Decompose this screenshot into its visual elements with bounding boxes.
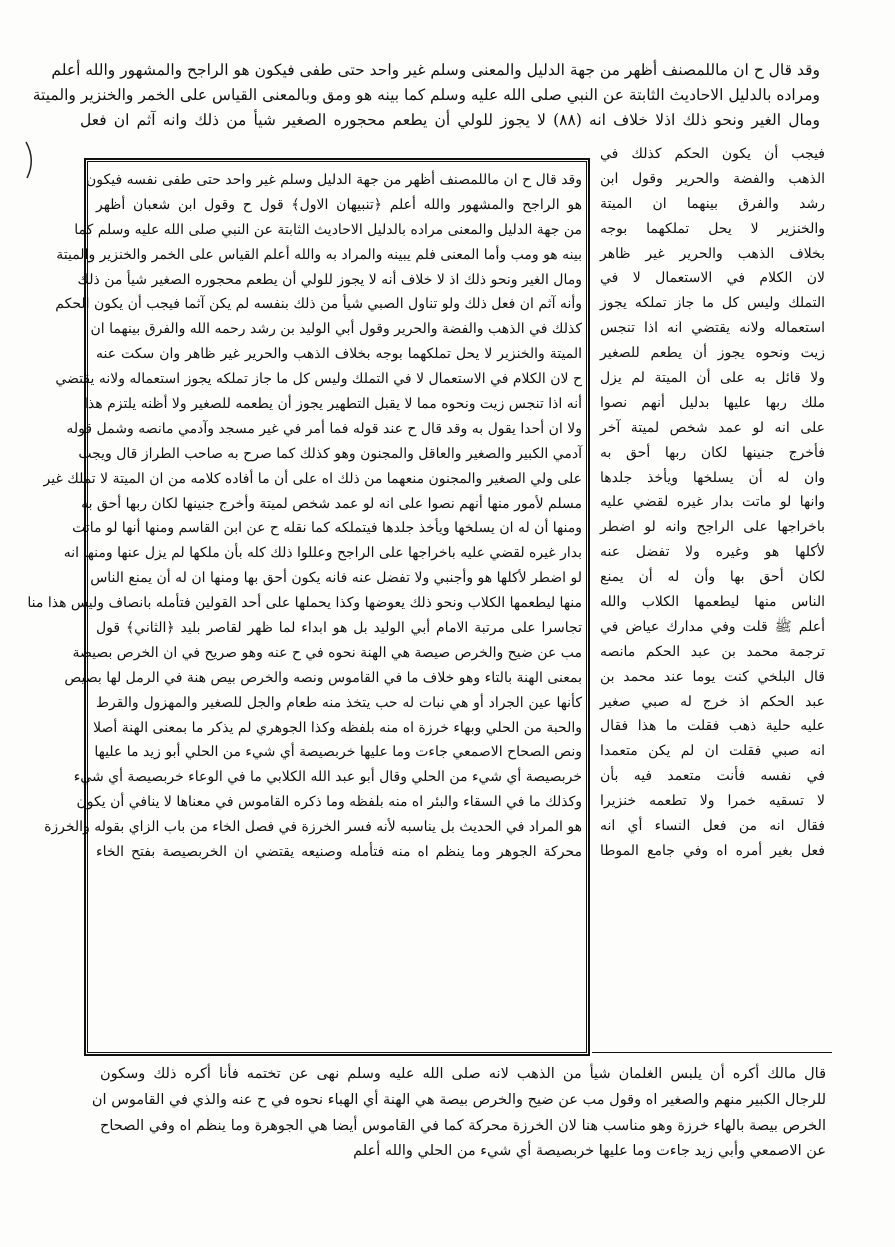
margin-line: الناس منها ليطعمها الكلاب والله [600, 594, 825, 611]
main-line: لو اضطر لأكلها هو وأجنبي ولا تفضل عنه فانه يكون أحق بها ومنها ان له أن يمنع الناس [90, 570, 582, 587]
margin-line: لا تسقيه خمرا ولا تطعمه خنزيرا [600, 793, 825, 810]
margin-line: الذهب والفضة والحرير وقول ابن [600, 170, 825, 187]
main-line: هو الراجح والمشهور والله أعلم ﴿تنبيهان الاول﴾ قول ح وقول ابن شعبان أظهر [96, 196, 582, 213]
bottom-line: الخرص بيصة بالهاء خرزة وهو مناسب هنا لان الخرزة محركة كما في القاموس أيضا هي الجوهرة وما ينظم اه وفي الصحاح [100, 1117, 826, 1134]
margin-line: انه صبي فقلت ان لم يكن متعمدا [600, 743, 825, 760]
top-line: ومراده بالدليل الاحاديث الثابتة عن النبي صلى الله عليه وسلم كما بينه هو ومق وبالمعنى القياس على الخمر والخنزير والميتة [32, 86, 820, 104]
main-line: ولا ان أحدا يقول به وقد قال ح عند قوله فما أمر في غير مسجد وآدمي مانصه وشمل قوله [66, 420, 582, 437]
margin-line: قال البلخي كنت يوما عند محمد بن [600, 668, 825, 685]
main-line: كأنها عين الجراد أو هي نبات له حب يتخذ منه طعام والجل للصغير والمهزول والقرط [96, 694, 582, 711]
margin-bottom-rule [592, 1052, 832, 1053]
margin-line: على انه لو عمد شخص لميتة آخر [600, 419, 825, 436]
main-line: كذلك في الذهب والفضة والحرير وقول أبي الوليد بن رشد رحمه الله والفرق بينهما ان [90, 321, 582, 338]
main-line: وكذلك ما في السقاء والبئر اه منه بلفظه وما ذكره القاموس في معناها لا ينافي أن يكون [76, 794, 582, 811]
main-line: والحبة من الحلي وبهاء خرزة اه منه بلفظه وكذا الجوهري لم يذكر ما بمعنى الهنة أصلا [93, 719, 582, 736]
main-line: ونص الصحاح الاصمعي جاءت وما عليها خربصيصة أي شيء من الحلي أبو زيد ما عليها [94, 744, 582, 761]
top-line: وقد قال ح ان ماللمصنف أظهر من جهة الدليل والمعنى وسلم غير واحد حتى طفى فيكون هو الراجح والمشهور والله أعلم [51, 61, 820, 79]
margin-line: فعل بغير أمره اه وفي جامع الموطا [600, 842, 825, 859]
margin-line: لأكلها هو وغيره ولا تفضل عنه [600, 544, 825, 561]
main-line: وقد قال ح ان ماللمصنف أظهر من جهة الدليل وسلم غير واحد حتى طفى نفسه فيكون [85, 172, 582, 188]
margin-line: بخلاف الذهب والحرير غير ظاهر [600, 245, 825, 262]
margin-line: فقال انه من فعل النساء أي انه [600, 818, 825, 835]
margin-line: زيت ونحوه يجوز أن يطعم للصغير [600, 345, 825, 362]
main-line: منها ليطعمها الكلاب ونحو ذلك يعوضها وكذا يحملها على أحد القولين فتأمله بانصاف وليس هذا منا [27, 595, 582, 612]
main-line: ومال الغير ونحو ذلك اذ لا خلاف أنه لا يجوز للولي أن يطعم محجوره الصغير شيأ من ذلك [77, 271, 582, 288]
margin-line: التملك وليس كل ما جاز تملكه يجوز [600, 295, 825, 312]
margin-line: وان له أن يسلخها ويأخذ جلدها [600, 469, 825, 486]
top-text-block [32, 58, 821, 133]
main-line: ح لان الكلام في الاستعمال لا في التملك وليس كل ما جاز تملكه يجوز استعماله ولانه يقتضي [55, 371, 582, 388]
margin-line: لكان أحق بها وأن له أن يمنع [600, 569, 825, 586]
bottom-text-block [91, 1062, 826, 1165]
main-line: الميتة والخنزير لا يحل تملكهما بوجه بخلاف الذهب والحرير غير ظاهر وان سكت عنه [96, 346, 582, 363]
margin-line: أعلم ﷺ قلت وفي مدارك عياض في [600, 618, 825, 635]
bottom-line: عن الاصمعي وأبي زيد جاءت وما عليها خربصيصة أي شيء من الحلي والله أعلم [353, 1143, 826, 1160]
main-line: خربصيصة أي شيء من الحلي وقال أبو عبد الله الكلابي ما في الوعاء خربصيصة أي شيء [73, 769, 582, 786]
margin-line: فيجب أن يكون الحكم كذلك في [600, 146, 825, 162]
top-line: ومال الغير ونحو ذلك اذلا خلاف انه (٨٨) لا يجوز للولي أن يطعم محجوره الصغير شيأ من ذلك وانه آثم ان فعل [80, 111, 821, 129]
main-line: تجاسرا على مرتبة الامام أبي الوليد بل هو ابداء لما ظهر لقاصر بليد ﴿الثاني﴾ قول [96, 620, 582, 637]
main-line: بينه هو ومب وأما المعنى فلم يبينه والمراد به والله أعلم القياس على الخمر والخنزير والميتة [56, 246, 582, 263]
margin-bracket-mark [24, 140, 38, 180]
margin-line: والخنزير لا يحل تملكهما بوجه [600, 220, 825, 237]
main-line: ومنها أن له ان يسلخها ويأخذ جلدها فيتملكه كما نقله ح عن ابن القاسم ومنها أنها لو ماتت [72, 520, 582, 537]
margin-line: رشد والفرق بينهما ان الميتة [600, 195, 825, 212]
margin-line: ملك ربها عليها بدليل أنهم نصوا [600, 394, 825, 411]
bottom-line: قال مالك أكره أن يلبس الغلمان شيأ من الذهب لانه صلى الله عليه وسلم نهى عن تختمه فأنا أكره ذلك وسكون [100, 1066, 826, 1082]
margin-line: لان الكلام في الاستعمال لا في [600, 270, 825, 287]
margin-line: عليه حلية ذهب فقلت ما هذا فقال [600, 718, 825, 735]
margin-commentary-column [600, 142, 825, 864]
main-line: بمعنى الهنة بالتاء وهو خلاف ما في القاموس ونصه والخرص بيص هنة في الرمل لها بصيص [64, 669, 582, 686]
bottom-line: للرجال الكبير منهم والصغير اه وقول مب عن ضيح والخرص بيصة هي الهنة أي الهباء نحوه في ح عنه والذي في القاموس ان [91, 1091, 826, 1108]
margin-line: استعماله ولانه يقتضي انه اذا تنجس [600, 320, 825, 337]
main-line: بدار غيره لقضي عليه باخراجها على الراجح وعللوا ذلك كله بأن ملكها لم يزل عنها ومنها انه [63, 545, 582, 562]
margin-line: ترجمة محمد بن عبد الحكم مانصه [600, 643, 825, 660]
main-text-block [27, 168, 582, 865]
margin-line: وانها لو ماتت بدار غيره لقضي عليه [600, 494, 825, 511]
main-line: محركة الجوهر وما ينظم اه منه فتأمله وصنيعه يقتضي ان الخربصيصة بفتح الخاء [96, 844, 582, 861]
main-line: وأنه آثم ان فعل ذلك ولو تناول الصبي شيأ من ذلك بنفسه لم يكن آثما فيجب أن يكون الحكم [55, 296, 582, 313]
margin-line: باخراجها على الراجح وانه لو اضطر [600, 519, 825, 536]
main-line: هو المراد في الحديث بل يناسبه لأنه فسر الخرزة في فصل الخاء من باب الزاي بقوله والخرزة [44, 819, 582, 836]
margin-line: فأخرج جنينها لكان ربها أحق به [600, 444, 825, 461]
main-line: مسلم لأمور منها أنهم نصوا على انه لو عمد شخص لميتة وأخرج جنينها لكان ربها أحق به [81, 495, 582, 512]
main-line: من جهة الدليل والمعنى مراده بالدليل الاحاديث الثابتة عن النبي صلى الله عليه وسلم كما [74, 221, 582, 238]
margin-line: ولا قائل به على أن الميتة لم يزل [600, 370, 825, 387]
main-line: أنه اذا تنجس زيت ونحوه مما لا يقبل التطهير يجوز أن يطعمه للصغير ولا أظنه يلتزم هذا [84, 396, 582, 413]
margin-line: في نفسه فأنت متعمد فيه بأن [600, 768, 825, 785]
main-line: آدمي الكبير والصغير والعاقل والمجنون وهو كذلك كما صرح به صاحب الطراز قال ويجب [78, 445, 582, 462]
main-line: مب عن ضيح والخرص صيصة هي الهنة نحوه في ح عنه وهو صريح في ان الخرص بصيصة [72, 644, 582, 661]
main-line: على ولي الصغير والمجنون منعهما من ذلك اه على أن ما أفاده كلامه من ان الميتة لا تملك غير [43, 470, 582, 487]
margin-line: عبد الحكم اذ خرج له صبي صغير [600, 693, 825, 710]
